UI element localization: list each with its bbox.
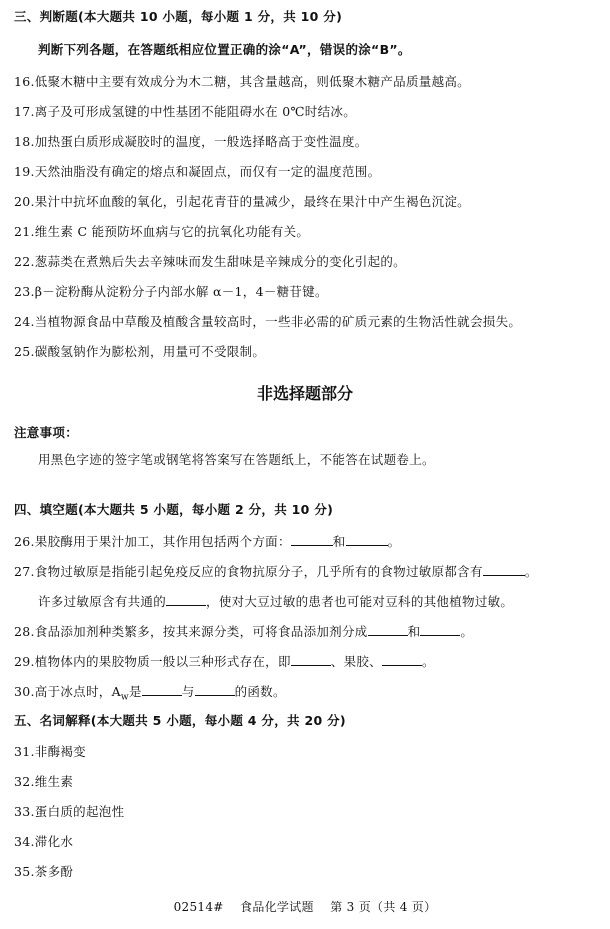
term-34: 34.滞化水 <box>14 834 74 849</box>
term-32: 32.维生素 <box>14 774 74 789</box>
notice-text: 用黑色字迹的签字笔或钢笔将答案写在答题纸上，不能答在试题卷上。 <box>38 452 435 467</box>
answer-blank <box>346 533 388 546</box>
question-26: 26.果胶酶用于果汁加工，其作用包括两个方面： 和 。 <box>14 534 401 549</box>
question-20: 20.果汁中抗坏血酸的氧化，引起花青苷的量减少，最终在果汁中产生褐色沉淀。 <box>14 194 470 209</box>
answer-blank <box>195 683 235 696</box>
part-title: 非选择题部分 <box>256 384 353 403</box>
answer-blank <box>142 683 182 696</box>
answer-blank <box>483 563 525 576</box>
answer-blank <box>291 533 333 546</box>
question-21: 21.维生素 C 能预防坏血病与它的抗氧化功能有关。 <box>14 224 310 239</box>
question-27-continued: 许多过敏原含有共通的 ，使对大豆过敏的患者也可能对豆科的其他植物过敏。 <box>38 594 514 609</box>
question-25: 25.碳酸氢钠作为膨松剂，用量可不受限制。 <box>14 344 266 359</box>
question-27: 27.食物过敏原是指能引起免疫反应的食物抗原分子，几乎所有的食物过敏原都含有 。 <box>14 564 538 579</box>
page-footer: 02514# 食品化学试题 第 3 页（共 4 页） <box>173 900 437 914</box>
section3-title: 三、判断题(本大题共 10 小题，每小题 1 分，共 10 分) <box>14 9 343 24</box>
question-19: 19.天然油脂没有确定的熔点和凝固点，而仅有一定的温度范围。 <box>14 164 381 179</box>
notice-title: 注意事项： <box>14 425 79 440</box>
question-24: 24.当植物源食品中草酸及植酸含量较高时，一些非必需的矿质元素的生物活性就会损失。 <box>14 314 522 329</box>
question-18: 18.加热蛋白质形成凝胶时的温度，一般选择略高于变性温度。 <box>14 134 368 149</box>
answer-blank <box>368 623 408 636</box>
term-31: 31.非酶褐变 <box>14 744 86 759</box>
question-16: 16.低聚木糖中主要有效成分为木二糖，其含量越高，则低聚木糖产品质量越高。 <box>14 74 470 89</box>
section4-title: 四、填空题(本大题共 5 小题，每小题 2 分，共 10 分) <box>14 502 334 517</box>
answer-blank <box>166 593 206 606</box>
question-22: 22.葱蒜类在煮熟后失去辛辣味而发生甜味是辛辣成分的变化引起的。 <box>14 254 406 269</box>
answer-blank <box>382 653 422 666</box>
question-29: 29.植物体内的果胶物质一般以三种形式存在，即 、果胶、 。 <box>14 654 435 669</box>
section5-title: 五、名词解释(本大题共 5 小题，每小题 4 分，共 20 分) <box>14 713 346 728</box>
answer-blank <box>291 653 331 666</box>
term-35: 35.茶多酚 <box>14 864 74 879</box>
section3-instruction: 判断下列各题，在答题纸相应位置正确的涂“A”，错误的涂“B”。 <box>38 42 411 57</box>
question-30: 30.高于冰点时，$A_w$是 与 的函数。 <box>14 684 286 703</box>
question-23: 23.β－淀粉酶从淀粉分子内部水解 α－1，4－糖苷键。 <box>14 284 328 299</box>
question-17: 17.离子及可形成氢键的中性基团不能阻碍水在 0℃时结冰。 <box>14 104 356 119</box>
term-33: 33.蛋白质的起泡性 <box>14 804 125 819</box>
answer-blank <box>420 623 460 636</box>
question-28: 28.食品添加剂种类繁多，按其来源分类，可将食品添加剂分成 和 。 <box>14 624 474 639</box>
